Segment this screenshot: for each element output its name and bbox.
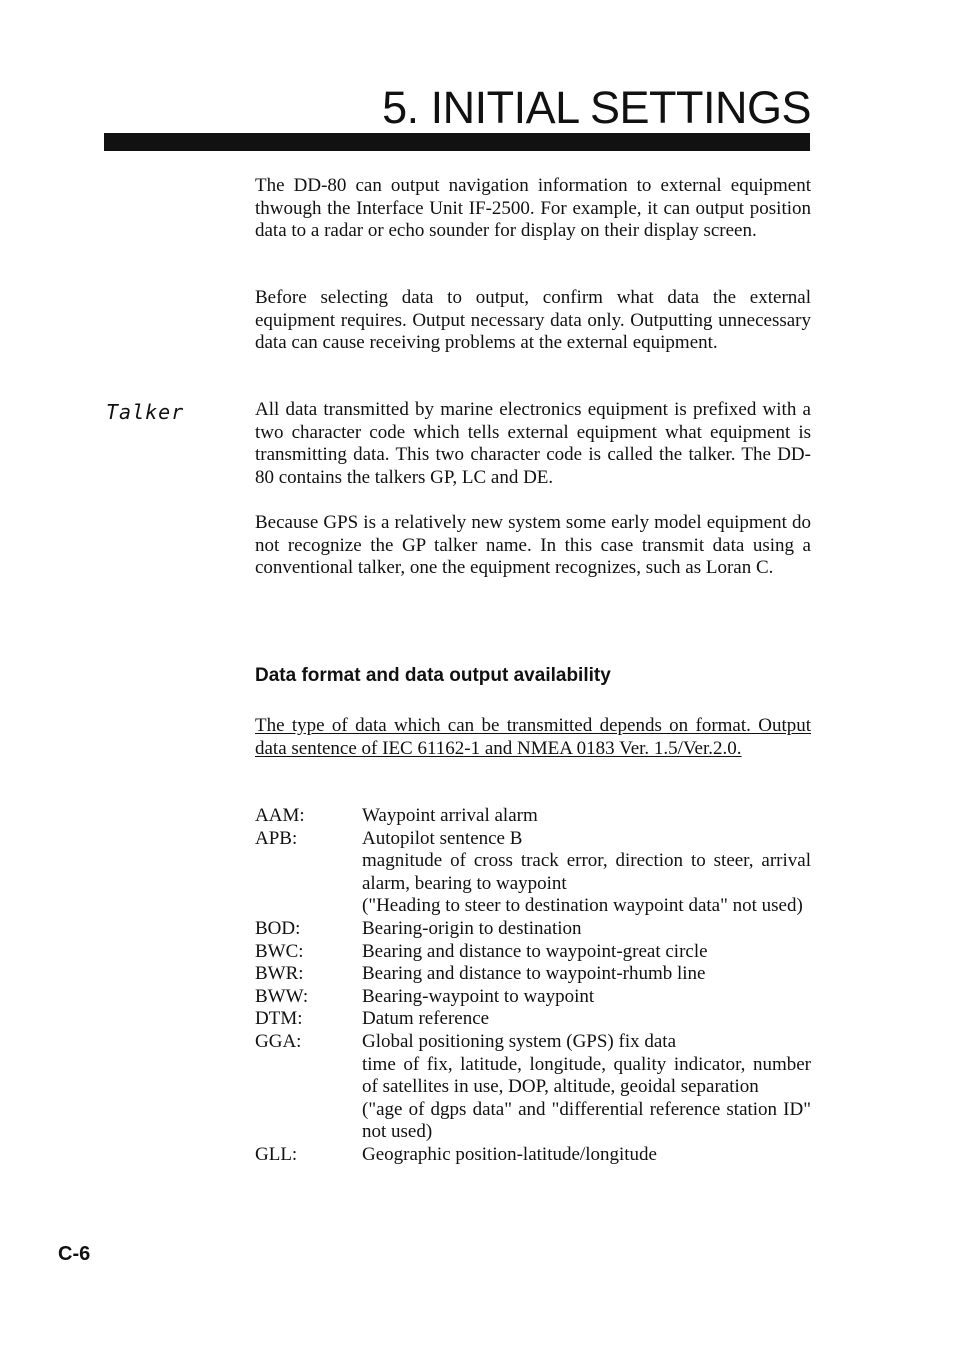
sentence-row xyxy=(255,941,811,964)
sentence-detail: ("age of dgps data" and "differential reference station ID" not used) xyxy=(362,1098,811,1143)
sentence-title: Waypoint arrival alarm xyxy=(362,805,538,826)
sentence-description xyxy=(362,918,811,941)
intro-text-2: Before selecting data to output, confirm what data the external equipment requires. Output necessary data only. Outputting unnecessary data can cause receiving problems at the external equipment. xyxy=(255,287,811,354)
sentence-row xyxy=(255,986,811,1009)
sentence-code: BOD: xyxy=(255,917,301,939)
sentence-title: Autopilot sentence B xyxy=(362,827,523,849)
sentence-code: APB: xyxy=(255,827,298,849)
intro-paragraph-1 xyxy=(255,175,811,243)
sentence-title: Bearing and distance to waypoint-great circle xyxy=(362,940,708,962)
sentence-code: BWC: xyxy=(255,940,304,962)
sentence-description xyxy=(362,1008,811,1031)
sentence-description xyxy=(362,986,811,1009)
chapter-title: 5. INITIAL SETTINGS xyxy=(382,82,811,133)
sentence-description xyxy=(362,963,811,986)
sentence-row xyxy=(255,828,811,918)
intro-text-1: The DD-80 can output navigation information to external equipment thwough the Interface Unit IF-2500. For example, it can output position data to a radar or echo sounder for display on their display screen. xyxy=(255,175,811,242)
sentence-row xyxy=(255,805,811,828)
sentence-title: Bearing-waypoint to waypoint xyxy=(362,985,595,1007)
talker-text-2: Because GPS is a relatively new system some early model equipment do not recognize the GP talker name. In this case transmit data using a conventional talker, one the equipment recognizes, such as Loran C. xyxy=(255,512,811,579)
sentence-title: Bearing-origin to destination xyxy=(362,917,582,939)
sentence-row xyxy=(255,1031,811,1144)
talker-text-1: All data transmitted by marine electronics equipment is prefixed with a two character code which tells external equipment what equipment is transmitting data. This two character code is called the talker. The DD-80 contains the talkers GP, LC and DE. xyxy=(255,399,811,488)
sentence-code: BWR: xyxy=(255,963,304,985)
intro-paragraph-2 xyxy=(255,287,811,355)
sentence-code: BWW: xyxy=(255,985,309,1007)
talker-paragraph-2 xyxy=(255,512,811,580)
sentence-description xyxy=(362,805,811,828)
format-intro xyxy=(255,715,811,760)
title-rule xyxy=(104,133,810,151)
sentence-row xyxy=(255,1008,811,1031)
sentence-code: DTM: xyxy=(255,1008,303,1030)
sentence-code: GGA: xyxy=(255,1030,302,1052)
talker-paragraph-1 xyxy=(255,399,811,489)
talker-label: Talker xyxy=(106,400,185,424)
sentence-row xyxy=(255,1144,811,1167)
sentence-list xyxy=(255,805,811,1167)
sentence-description xyxy=(362,941,811,964)
sentence-row xyxy=(255,918,811,941)
sentence-description xyxy=(362,828,811,918)
section-heading: Data format and data output availability xyxy=(255,665,611,686)
sentence-detail: magnitude of cross track error, direction to steer, arrival alarm, bearing to waypoint xyxy=(362,850,811,894)
sentence-title: Geographic position-latitude/longitude xyxy=(362,1143,657,1165)
sentence-description xyxy=(362,1144,811,1167)
sentence-title: Global positioning system (GPS) fix data xyxy=(362,1030,677,1052)
sentence-detail: ("Heading to steer to destination waypoint data" not used) xyxy=(362,895,803,917)
sentence-code: GLL: xyxy=(255,1143,298,1165)
sentence-detail: time of fix, latitude, longitude, quality indicator, number of satellites in use, DOP, altitude, geoidal separation xyxy=(362,1053,811,1098)
sentence-row xyxy=(255,963,811,986)
sentence-title: Bearing and distance to waypoint-rhumb line xyxy=(362,963,706,985)
format-intro-text: The type of data which can be transmitted depends on format. Output data sentence of IEC 61162-1 and NMEA 0183 Ver. 1.5/Ver.2.0. xyxy=(255,715,811,759)
page-number: C-6 xyxy=(58,1243,91,1265)
sentence-description xyxy=(362,1031,811,1144)
sentence-title: Datum reference xyxy=(362,1008,490,1030)
sentence-code: AAM: xyxy=(255,805,305,826)
